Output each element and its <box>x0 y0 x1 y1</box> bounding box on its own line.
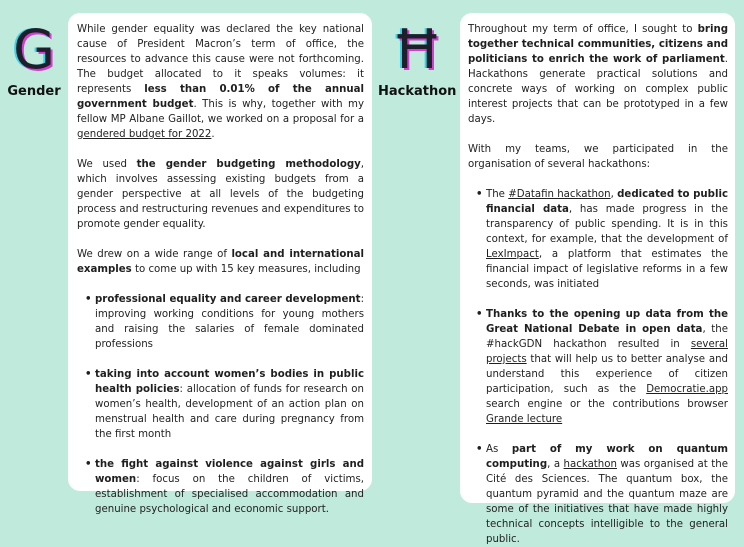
bold-text: Thanks to the opening up data from the Great National Debate in open data <box>486 309 728 335</box>
gender-measures-list <box>77 292 364 517</box>
hackathon-topic <box>378 20 456 99</box>
text: We used <box>77 159 137 170</box>
gender-paragraph-1 <box>77 22 364 142</box>
hackathon-paragraph-2: With my teams, we participated in the organisation of several hackathons: <box>468 144 728 170</box>
text: . Hackathons generate practical solutions and concrete ways of working on complex public interest projects that can be prototyped in a few days. <box>468 54 728 125</box>
hackathon-paragraph-1 <box>468 22 728 127</box>
democratie-app-link[interactable]: Democratie.app <box>646 384 728 395</box>
hackathon-list <box>468 187 728 547</box>
gender-paragraph-3 <box>77 247 364 277</box>
text: . <box>211 129 215 140</box>
bold-text: the fight against violence against girls and women <box>95 459 364 485</box>
text: Throughout my term of office, I sought to <box>468 24 698 35</box>
text: to come up with 15 key measures, including <box>131 264 361 275</box>
bold-text: professional equality and career development <box>95 294 361 305</box>
text: , a platform that estimates the financial impact of legislative reforms in a few seconds, was initiated <box>486 249 728 290</box>
list-item <box>486 307 728 427</box>
leximpact-link[interactable]: LexImpact <box>486 249 539 260</box>
text: : improving working conditions for young mothers and raising the salaries of female dominated professions <box>95 294 364 350</box>
text: The <box>486 189 509 200</box>
text: While gender equality was declared the key national cause of President Macron’s term of office, the resources to advance this cause were not forthcoming. The budget allocated to it speaks volumes: it represents <box>77 24 364 95</box>
quantum-hackathon-link[interactable]: hackathon <box>563 459 617 470</box>
list-item <box>486 187 728 292</box>
text: search engine or the contributions browser <box>486 399 728 410</box>
text: : allocation of funds for research on women’s health, development of an action plan on menstrual health and care during pregnancy from the first month <box>95 384 364 440</box>
text: , <box>610 189 618 200</box>
gender-g-logo-icon: G <box>13 18 55 81</box>
gendered-budget-link[interactable]: gendered budget for 2022 <box>77 129 212 140</box>
text: As <box>486 444 512 455</box>
gender-heading: Gender <box>7 84 61 99</box>
gender-card <box>68 13 372 515</box>
hackathon-heading: Hackathon <box>378 84 457 99</box>
text: was organised at the Cité des Sciences. The quantum box, the quantum pyramid and the quantum maze are some of the initiatives that have made highly technical concepts intelligible to the general public. <box>486 459 728 545</box>
text: , has made progress in the transparency of public spending. It is in this context, for example, that the development of <box>486 204 728 245</box>
hackathon-card <box>460 13 735 545</box>
gender-paragraph-2 <box>77 157 364 232</box>
bold-text: taking into account women’s bodies in public health policies <box>95 369 364 395</box>
list-item <box>95 367 364 442</box>
text: , which involves assessing existing budgets from a gender perspective at all levels of the budgeting process and restructuring revenues and expenditures to promote gender equality. <box>77 159 364 230</box>
hackathon-h-logo-icon: Ħ <box>392 18 442 81</box>
bold-text: dedicated to public financial data <box>486 189 728 215</box>
list-item <box>486 442 728 547</box>
text: . This is why, together with my fellow MP Albane Gaillot, we worked on a proposal for a <box>77 99 364 125</box>
list-item <box>95 457 364 517</box>
text: , a <box>547 459 564 470</box>
bold-text: part of my work on quantum computing <box>486 444 728 470</box>
grande-lecture-link[interactable]: Grande lecture <box>486 414 563 425</box>
gender-topic <box>6 20 62 99</box>
datafin-hackathon-link[interactable]: #Datafin hackathon <box>508 189 611 200</box>
text: : focus on the children of victims, establishment of specialised accommodation and genuine psychological and economic support. <box>95 474 364 515</box>
text: We drew on a wide range of <box>77 249 232 260</box>
text: that will help us to better analyse and understand this experience of citizen participation, such as the <box>486 354 728 395</box>
bold-text: bring together technical communities, citizens and politicians to enrich the work of parliament <box>468 24 728 65</box>
several-projects-link[interactable]: several projects <box>486 339 728 365</box>
bold-text: the gender budgeting methodology <box>136 159 361 170</box>
text: , the #hackGDN hackathon resulted in <box>486 324 729 350</box>
bold-text: less than 0.01% of the annual government budget <box>77 84 364 110</box>
list-item <box>95 292 364 352</box>
bold-text: local and international examples <box>77 249 364 275</box>
